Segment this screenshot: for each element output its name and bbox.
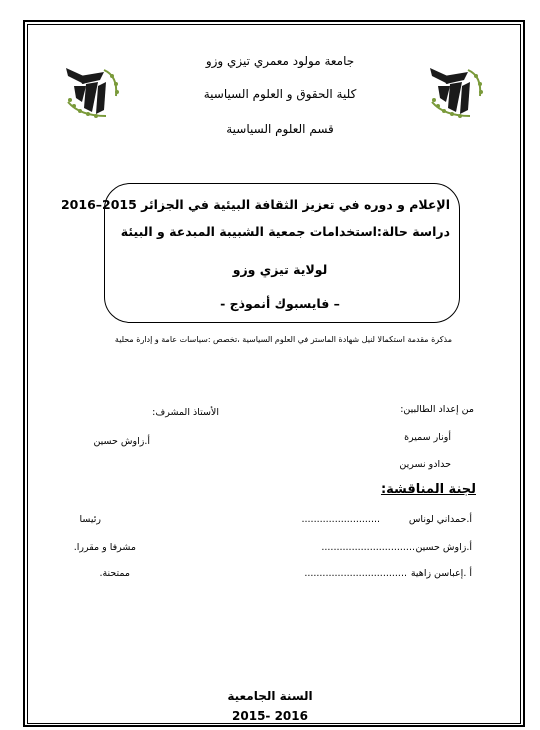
committee-member-2-name: أ.زاوش حسين [415, 542, 472, 553]
committee-member-2-role: مشرفا و مقررا. [73, 542, 136, 553]
department-name: قسم العلوم السياسية [226, 122, 334, 136]
student-name-2: حدادو نسرين [399, 459, 451, 470]
committee-heading: لجنة المناقشة: [380, 482, 476, 497]
committee-member-2-dots: ............................... [321, 542, 415, 553]
supervisor-heading: الأستاذ المشرف: [152, 407, 219, 418]
committee-member-1-dots: .......................... [301, 514, 380, 525]
committee-member-3-dots: .................................. [304, 568, 407, 579]
students-heading: من إعداد الطالبين: [400, 404, 474, 415]
academic-year-label: السنة الجامعية [227, 689, 313, 703]
university-name: جامعة مولود معمري تيزي وزو [205, 54, 355, 68]
committee-member-3-role: ممتحنة. [99, 568, 130, 579]
thesis-title-line-1: الإعلام و دوره في تعزيز الثقافة البيئية في الجزائر 2015–2016 [60, 197, 450, 212]
faculty-name: كلية الحقوق و العلوم السياسية [203, 87, 357, 101]
committee-member-3-name: أ .إعباسن زاهية [410, 568, 472, 579]
student-name-1: أونار سميرة [404, 432, 451, 443]
thesis-title-line-4: – فايسبوك أنموذج - [220, 296, 340, 311]
thesis-title-line-2: دراسة حالة:استخدامات جمعية الشبيبة المبدعة و البيئة [120, 224, 450, 239]
left-university-logo-icon [60, 62, 126, 120]
right-university-logo-icon [424, 62, 490, 120]
committee-member-1-role: رئيسا [79, 514, 101, 525]
supervisor-name: أ.زاوش حسين [93, 436, 150, 447]
thesis-description: مذكرة مقدمة استكمالا لنيل شهادة الماستر في العلوم السياسية ،تخصص :سياسات عامة و إدارة محلية [114, 335, 452, 344]
committee-member-1-name: أ.حمداني لوناس [408, 514, 472, 525]
thesis-title-line-3: لولاية تيزي وزو [232, 262, 328, 277]
academic-year-value: 2015- 2016 [232, 709, 308, 723]
